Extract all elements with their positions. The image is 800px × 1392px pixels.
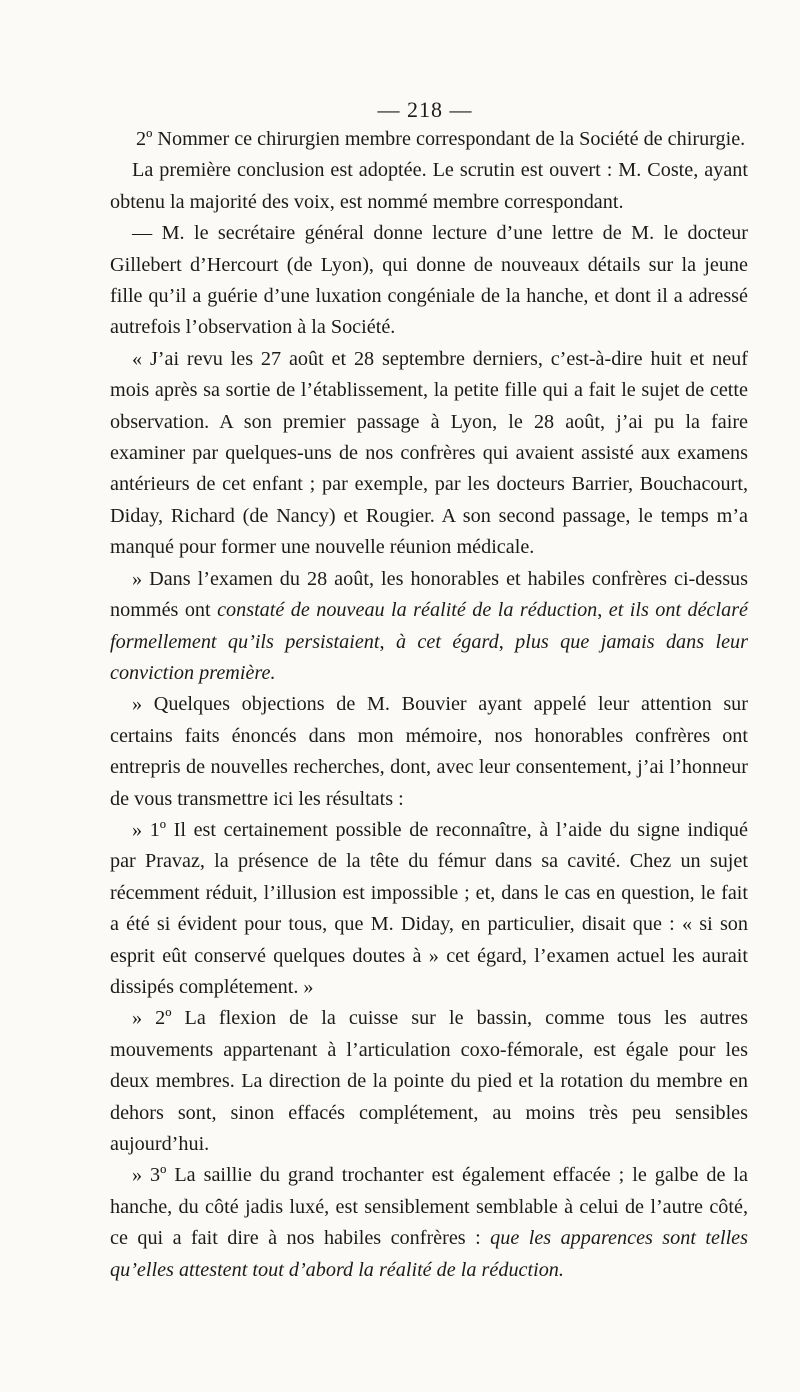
text-segment: La première conclusion est adoptée. Le scrutin est ouvert : M. Coste, ayant obtenu la majorité des voix, est nommé membre correspondant.	[110, 159, 748, 213]
page-number: — 218 —	[377, 97, 473, 122]
text-segment: ,	[379, 630, 396, 653]
italic-segment: que les apparences sont telles qu’elles attestent tout d’abord la réalité de la réduction.	[110, 1227, 748, 1281]
text-segment: 2º Nommer ce chirurgien membre correspondant de la Société de chirurgie.	[136, 128, 746, 150]
italic-segment: plus que jamais dans leur conviction première.	[110, 630, 748, 684]
text-segment: ,	[498, 630, 516, 653]
paragraph-letter-revisit	[110, 344, 748, 564]
paragraph-result-1	[110, 815, 748, 1003]
body-text	[110, 124, 748, 1286]
text-segment: — M. le secrétaire général donne lecture d’une lettre de M. le docteur Gillebert d’Hercourt (de Lyon), qui donne de nouveaux détails sur la jeune fille qu’il a guérie d’une luxation congéniale de la hanche, et dont il a adressé autrefois l’observation à la Société.	[110, 222, 748, 339]
text-segment: » 1º Il est certainement possible de reconnaître, à l’aide du signe indiqué par Pravaz, la présence de la tête du fémur dans sa cavité. Chez un sujet récemment réduit, l’illusion est impossible ; et, dans le cas en question, le fait a été si évident pour tous, que M. Diday, en particulier, disait que : « si son esprit eût conservé quelques doutes à » cet égard, l’examen actuel les aurait dissipés complétement. »	[110, 818, 748, 998]
italic-segment: à cet égard	[395, 630, 499, 653]
italic-segment: et ils ont déclaré formellement qu’ils persistaient	[110, 599, 749, 653]
paragraph-objections	[110, 689, 748, 815]
paragraph-adoption	[110, 155, 748, 218]
text-segment: ,	[597, 599, 609, 622]
text-segment: » Dans l’examen du 28 août, les honorables et habiles confrères ci-dessus nommés ont	[110, 567, 748, 622]
text-segment: » Quelques objections de M. Bouvier ayant appelé leur attention sur certains faits énoncés dans mon mémoire, nos honorables confrères ont entrepris de nouvelles recherches, dont, avec leur consentement, j’ai l’honneur de vous transmettre ici les résultats :	[110, 693, 748, 810]
text-segment: « J’ai revu les 27 août et 28 septembre derniers, c’est-à-dire huit et neuf mois après sa sortie de l’établissement, la petite fille qui a fait le sujet de cette observation. A son premier passage à Lyon, le 28 août, j’ai pu la faire examiner par quelques-uns de nos confrères qui avaient assisté aux examens antérieurs de cet enfant ; par exemple, par les docteurs Barrier, Bouchacourt, Diday, Richard (de Nancy) et Rougier. A son second passage, le temps m’a manqué pour former une nouvelle réunion médicale.	[110, 347, 748, 559]
paragraph-result-3	[110, 1160, 748, 1286]
italic-segment: constaté de nouveau la réalité de la réduction	[217, 599, 598, 622]
text-segment: » 3º La saillie du grand trochanter est également effacée ; le galbe de la hanche, du côté jadis luxé, est sensiblement semblable à celui de l’autre côté, ce qui a fait dire à nos habiles confrères :	[110, 1164, 748, 1250]
paragraph-examination	[110, 564, 748, 690]
paragraph-secretary-letter	[110, 218, 748, 344]
paragraph-conclusion-2	[110, 124, 748, 155]
paragraph-result-2	[110, 1003, 748, 1160]
text-segment: » 2º La flexion de la cuisse sur le bassin, comme tous les autres mouvements appartenant à l’articulation coxo-fémorale, est égale pour les deux membres. La direction de la pointe du pied et la rotation du membre en dehors sont, sinon effacés complétement, au moins très peu sensibles aujourd’hui.	[110, 1007, 748, 1155]
